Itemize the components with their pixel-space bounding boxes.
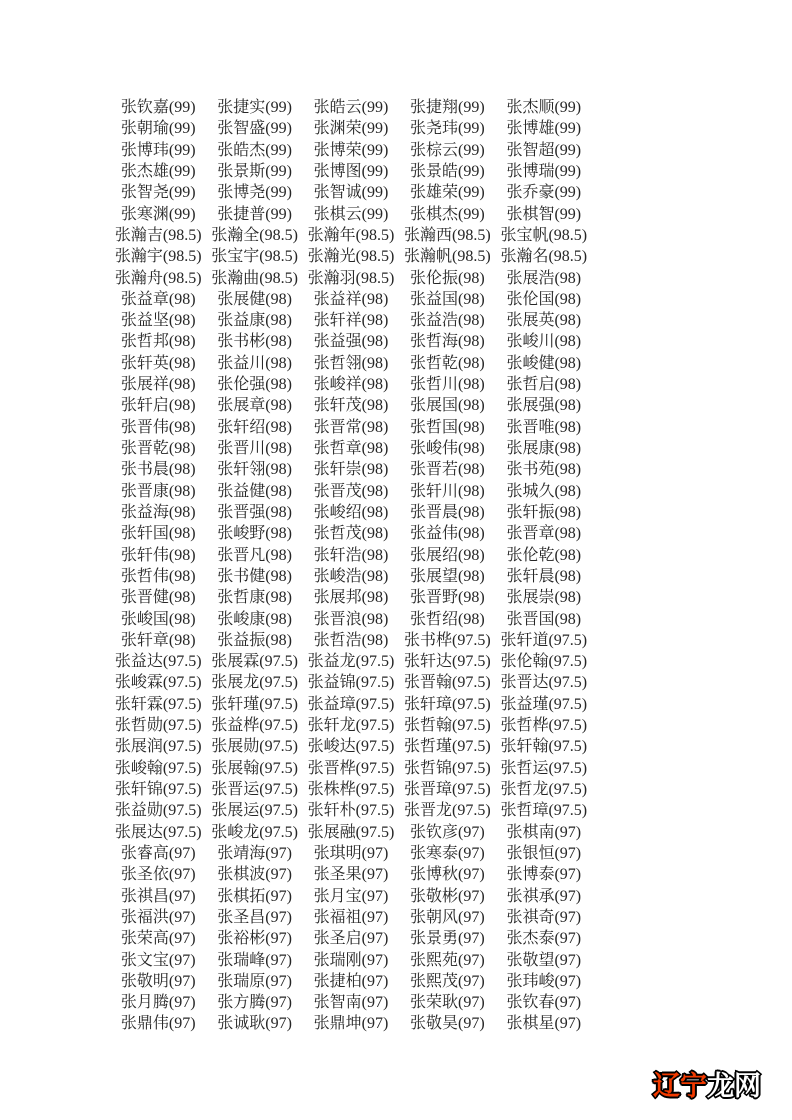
name-entry: 张益海(98) bbox=[120, 503, 196, 521]
name-row bbox=[110, 950, 592, 971]
name-entry: 张益桦(97.5) bbox=[211, 717, 298, 735]
name-entry: 张轩晨(98) bbox=[506, 567, 582, 585]
name-row bbox=[110, 822, 592, 843]
name-entry: 张哲翰(97.5) bbox=[404, 717, 491, 735]
name-entry: 张益强(98) bbox=[313, 333, 389, 351]
name-entry: 张益章(98) bbox=[120, 290, 196, 308]
name-entry: 张朝瑜(99) bbox=[120, 120, 196, 138]
name-entry: 张书苑(98) bbox=[506, 461, 582, 479]
name-entry: 张博尧(99) bbox=[217, 184, 292, 202]
name-entry: 张钦嘉(99) bbox=[120, 99, 196, 116]
name-entry: 张益勋(97.5) bbox=[114, 802, 202, 820]
name-row bbox=[110, 438, 592, 459]
name-row bbox=[110, 736, 592, 757]
name-entry: 张展邦(98) bbox=[313, 589, 389, 607]
name-entry: 张棕云(99) bbox=[410, 141, 485, 159]
name-row bbox=[110, 864, 592, 885]
name-entry: 张益川(98) bbox=[217, 354, 292, 372]
name-entry: 张棋波(97) bbox=[217, 866, 292, 884]
name-row bbox=[110, 225, 592, 246]
name-entry: 张株桦(97.5) bbox=[307, 781, 395, 798]
name-entry: 张书桦(97.5) bbox=[404, 631, 491, 649]
name-entry: 张瀚舟(98.5) bbox=[114, 269, 202, 287]
name-entry: 张峻霖(97.5) bbox=[114, 674, 202, 692]
name-entry: 张渊荣(99) bbox=[313, 120, 389, 138]
name-entry: 张晋浪(98) bbox=[313, 610, 389, 628]
name-entry: 张轩朴(97.5) bbox=[307, 802, 395, 820]
name-entry: 张智超(99) bbox=[506, 141, 582, 159]
name-row bbox=[110, 246, 592, 267]
name-entry: 张益祥(98) bbox=[313, 290, 389, 308]
name-entry: 张博雄(99) bbox=[506, 120, 582, 138]
name-entry: 张瀚吉(98.5) bbox=[114, 226, 202, 244]
name-row bbox=[110, 310, 592, 331]
name-entry: 张展祥(98) bbox=[120, 376, 196, 394]
name-entry: 张圣昌(97) bbox=[217, 908, 292, 926]
name-entry: 张哲茂(98) bbox=[313, 525, 389, 543]
name-entry: 张敬望(97) bbox=[506, 951, 582, 969]
name-entry: 张益坚(98) bbox=[120, 312, 196, 330]
name-entry: 张伦国(98) bbox=[506, 290, 582, 308]
name-entry: 张杰顺(99) bbox=[506, 99, 582, 116]
name-row bbox=[110, 694, 592, 715]
name-row bbox=[110, 779, 592, 800]
name-entry: 张益璋(97.5) bbox=[307, 695, 395, 713]
name-entry: 张晋运(97.5) bbox=[211, 781, 298, 798]
name-entry: 张钦彦(97) bbox=[410, 823, 485, 841]
name-entry: 张哲瑾(97.5) bbox=[404, 738, 491, 756]
name-entry: 张皓杰(99) bbox=[217, 141, 292, 159]
name-entry: 张晋凡(98) bbox=[217, 546, 292, 564]
name-entry: 张祺昌(97) bbox=[120, 887, 196, 905]
name-entry: 张圣依(97) bbox=[120, 866, 196, 884]
name-entry: 张哲启(98) bbox=[506, 376, 582, 394]
name-entry: 张哲绍(98) bbox=[410, 610, 485, 628]
name-entry: 张寒泰(97) bbox=[410, 844, 485, 862]
name-entry: 张晋翰(97.5) bbox=[404, 674, 491, 692]
name-entry: 张福洪(97) bbox=[120, 908, 196, 926]
name-entry: 张智诚(99) bbox=[313, 184, 389, 202]
name-entry: 张轩祥(98) bbox=[313, 312, 389, 330]
name-row bbox=[110, 566, 592, 587]
name-entry: 张瀚帆(98.5) bbox=[404, 248, 491, 266]
name-entry: 张益国(98) bbox=[410, 290, 485, 308]
name-entry: 张轩霖(97.5) bbox=[114, 695, 202, 713]
name-row bbox=[110, 289, 592, 310]
name-row bbox=[110, 928, 592, 949]
name-entry: 张轩英(98) bbox=[120, 354, 196, 372]
name-entry: 张哲章(98) bbox=[313, 440, 389, 457]
name-entry: 张哲运(97.5) bbox=[500, 759, 588, 777]
name-row bbox=[110, 268, 592, 289]
name-row bbox=[110, 907, 592, 928]
watermark-text-red: 辽宁 bbox=[653, 1071, 707, 1101]
name-entry: 张靖海(97) bbox=[217, 844, 292, 862]
name-entry: 张博荣(99) bbox=[313, 141, 389, 159]
name-row bbox=[110, 758, 592, 779]
name-entry: 张熙茂(97) bbox=[410, 972, 485, 990]
name-entry: 张哲桦(97.5) bbox=[500, 717, 588, 735]
name-entry: 张峻龙(97.5) bbox=[211, 823, 298, 841]
name-entry: 张皓云(99) bbox=[313, 99, 389, 116]
name-entry: 张瀚名(98.5) bbox=[500, 248, 588, 266]
name-entry: 张祺奇(97) bbox=[506, 908, 582, 926]
name-entry: 张方腾(97) bbox=[217, 994, 292, 1012]
name-entry: 张书晨(98) bbox=[120, 461, 196, 479]
name-entry: 张瑞原(97) bbox=[217, 972, 292, 990]
name-entry: 张展霖(97.5) bbox=[211, 653, 298, 671]
name-entry: 张寒渊(99) bbox=[120, 205, 196, 223]
name-entry: 张轩浩(98) bbox=[313, 546, 389, 564]
name-entry: 张晋强(98) bbox=[217, 503, 292, 521]
name-entry: 张益达(97.5) bbox=[114, 653, 202, 671]
name-entry: 张伦翰(97.5) bbox=[500, 653, 588, 671]
name-entry: 张朝风(97) bbox=[410, 908, 485, 926]
name-entry: 张棋杰(99) bbox=[410, 205, 485, 223]
name-row bbox=[110, 118, 592, 139]
name-entry: 张晋茂(98) bbox=[313, 482, 389, 500]
name-row bbox=[110, 609, 592, 630]
name-row bbox=[110, 182, 592, 203]
name-row bbox=[110, 161, 592, 182]
name-row bbox=[110, 523, 592, 544]
name-entry: 张展达(97.5) bbox=[114, 823, 202, 841]
name-entry: 张晋达(97.5) bbox=[500, 674, 588, 692]
name-entry: 张益瑾(97.5) bbox=[500, 695, 588, 713]
name-entry: 张益健(98) bbox=[217, 482, 292, 500]
name-entry: 张哲海(98) bbox=[410, 333, 485, 351]
site-watermark-logo bbox=[653, 1071, 761, 1101]
name-entry: 张晋国(98) bbox=[506, 610, 582, 628]
name-entry: 张哲锦(97.5) bbox=[404, 759, 491, 777]
name-entry: 张棋拓(97) bbox=[217, 887, 292, 905]
name-entry: 张荣耿(97) bbox=[410, 994, 485, 1012]
name-row bbox=[110, 395, 592, 416]
name-entry: 张哲康(98) bbox=[217, 589, 292, 607]
name-row bbox=[110, 204, 592, 225]
name-entry: 张诚耿(97) bbox=[217, 1015, 292, 1033]
name-entry: 张展章(98) bbox=[217, 397, 292, 415]
name-entry: 张晋璋(97.5) bbox=[404, 781, 491, 798]
name-row bbox=[110, 502, 592, 523]
name-entry: 张展勋(97.5) bbox=[211, 738, 298, 756]
name-entry: 张展运(97.5) bbox=[211, 802, 298, 820]
name-entry: 张敬明(97) bbox=[120, 972, 196, 990]
name-entry: 张益伟(98) bbox=[410, 525, 485, 543]
name-entry: 张祺承(97) bbox=[506, 887, 582, 905]
name-entry: 张展浩(98) bbox=[506, 269, 582, 287]
name-entry: 张轩翎(98) bbox=[217, 461, 292, 479]
name-entry: 张圣果(97) bbox=[313, 866, 389, 884]
name-entry: 张棋南(97) bbox=[506, 823, 582, 841]
name-entry: 张宝帆(98.5) bbox=[500, 226, 588, 244]
name-entry: 张哲勋(97.5) bbox=[114, 717, 202, 735]
name-entry: 张敬彬(97) bbox=[410, 887, 485, 905]
name-entry: 张哲翎(98) bbox=[313, 354, 389, 372]
name-row bbox=[110, 140, 592, 161]
name-entry: 张展健(98) bbox=[217, 290, 292, 308]
name-entry: 张益康(98) bbox=[217, 312, 292, 330]
name-entry: 张荣高(97) bbox=[120, 930, 196, 948]
name-entry: 张轩璋(97.5) bbox=[404, 695, 491, 713]
name-entry: 张晋章(98) bbox=[506, 525, 582, 543]
name-entry: 张展崇(98) bbox=[506, 589, 582, 607]
name-entry: 张哲川(98) bbox=[410, 376, 485, 394]
name-entry: 张文宝(97) bbox=[120, 951, 196, 969]
name-entry: 张博图(99) bbox=[313, 162, 389, 180]
name-entry: 张雄荣(99) bbox=[410, 184, 485, 202]
name-entry: 张银恒(97) bbox=[506, 844, 582, 862]
name-entry: 张晋健(98) bbox=[120, 589, 196, 607]
name-entry: 张智南(97) bbox=[313, 994, 389, 1012]
name-entry: 张峻康(98) bbox=[217, 610, 292, 628]
watermark-text-white: 龙网 bbox=[707, 1071, 761, 1101]
name-entry: 张展翰(97.5) bbox=[211, 759, 298, 777]
name-entry: 张峻祥(98) bbox=[313, 376, 389, 394]
name-row bbox=[110, 417, 592, 438]
name-entry: 张峻伟(98) bbox=[410, 440, 485, 457]
name-entry: 张敬昊(97) bbox=[410, 1015, 485, 1033]
name-entry: 张轩崇(98) bbox=[313, 461, 389, 479]
name-entry: 张晋康(98) bbox=[120, 482, 196, 500]
name-row bbox=[110, 459, 592, 480]
name-entry: 张棋星(97) bbox=[506, 1015, 582, 1033]
name-entry: 张哲龙(97.5) bbox=[500, 781, 588, 798]
name-entry: 张书彬(98) bbox=[217, 333, 292, 351]
name-entry: 张轩启(98) bbox=[120, 397, 196, 415]
name-entry: 张瑞刚(97) bbox=[313, 951, 389, 969]
name-entry: 张乔豪(99) bbox=[506, 184, 582, 202]
name-row bbox=[110, 651, 592, 672]
name-entry: 张益浩(98) bbox=[410, 312, 485, 330]
name-entry: 张书健(98) bbox=[217, 567, 292, 585]
name-entry: 张伦强(98) bbox=[217, 376, 292, 394]
name-entry: 张瀚全(98.5) bbox=[211, 226, 298, 244]
name-entry: 张展融(97.5) bbox=[307, 823, 395, 841]
name-entry: 张景勇(97) bbox=[410, 930, 485, 948]
name-entry: 张轩伟(98) bbox=[120, 546, 196, 564]
name-entry: 张瑞峰(97) bbox=[217, 951, 292, 969]
name-entry: 张哲伟(98) bbox=[120, 567, 196, 585]
name-entry: 张棋智(99) bbox=[506, 205, 582, 223]
name-row bbox=[110, 672, 592, 693]
name-entry: 张月宝(97) bbox=[313, 887, 389, 905]
name-entry: 张瀚光(98.5) bbox=[307, 248, 395, 266]
name-row bbox=[110, 353, 592, 374]
name-entry: 张展康(98) bbox=[506, 440, 582, 457]
name-entry: 张琪明(97) bbox=[313, 844, 389, 862]
name-entry: 张瀚曲(98.5) bbox=[211, 269, 298, 287]
name-entry: 张景斯(99) bbox=[217, 162, 292, 180]
name-entry: 张峻国(98) bbox=[120, 610, 196, 628]
name-entry: 张晋伟(98) bbox=[120, 418, 196, 436]
name-entry: 张展润(97.5) bbox=[114, 738, 202, 756]
name-row bbox=[110, 886, 592, 907]
name-row bbox=[110, 587, 592, 608]
name-entry: 张晋常(98) bbox=[313, 418, 389, 436]
name-row bbox=[110, 992, 592, 1013]
name-entry: 张展强(98) bbox=[506, 397, 582, 415]
name-entry: 张尧玮(99) bbox=[410, 120, 485, 138]
name-row bbox=[110, 97, 592, 118]
name-row bbox=[110, 715, 592, 736]
name-entry: 张晋野(98) bbox=[410, 589, 485, 607]
name-entry: 张晋川(98) bbox=[217, 440, 292, 457]
name-entry: 张杰泰(97) bbox=[506, 930, 582, 948]
name-entry: 张峻野(98) bbox=[217, 525, 292, 543]
name-entry: 张钦春(97) bbox=[506, 994, 582, 1012]
name-entry: 张展龙(97.5) bbox=[211, 674, 298, 692]
name-entry: 张哲璋(97.5) bbox=[500, 802, 588, 820]
name-entry: 张峻川(98) bbox=[506, 333, 582, 351]
name-entry: 张捷实(99) bbox=[217, 99, 292, 116]
name-entry: 张峻浩(98) bbox=[313, 567, 389, 585]
name-entry: 张伦振(98) bbox=[410, 269, 485, 287]
name-entry: 张博瑞(99) bbox=[506, 162, 582, 180]
name-entry: 张展英(98) bbox=[506, 312, 582, 330]
name-entry: 张睿高(97) bbox=[120, 844, 196, 862]
name-row bbox=[110, 800, 592, 821]
name-entry: 张轩道(97.5) bbox=[500, 631, 588, 649]
name-entry: 张圣启(97) bbox=[313, 930, 389, 948]
name-entry: 张轩瑾(97.5) bbox=[211, 695, 298, 713]
name-entry: 张瀚西(98.5) bbox=[404, 226, 491, 244]
name-entry: 张轩锦(97.5) bbox=[114, 781, 202, 798]
name-row bbox=[110, 545, 592, 566]
name-entry: 张裕彬(97) bbox=[217, 930, 292, 948]
name-entry: 张轩茂(98) bbox=[313, 397, 389, 415]
name-entry: 张棋云(99) bbox=[313, 205, 389, 223]
name-entry: 张福祖(97) bbox=[313, 908, 389, 926]
name-entry: 张展绍(98) bbox=[410, 546, 485, 564]
name-entry: 张熙苑(97) bbox=[410, 951, 485, 969]
name-row bbox=[110, 374, 592, 395]
name-entry: 张哲浩(98) bbox=[313, 631, 389, 649]
name-row bbox=[110, 1013, 592, 1034]
name-entry: 张哲乾(98) bbox=[410, 354, 485, 372]
name-entry: 张瀚宇(98.5) bbox=[114, 248, 202, 266]
name-entry: 张博秋(97) bbox=[410, 866, 485, 884]
name-entry: 张晋桦(97.5) bbox=[307, 759, 395, 777]
name-entry: 张捷柏(97) bbox=[313, 972, 389, 990]
name-entry: 张轩振(98) bbox=[506, 503, 582, 521]
name-entry: 张益振(98) bbox=[217, 631, 292, 649]
name-entry: 张智尧(99) bbox=[120, 184, 196, 202]
name-list bbox=[110, 97, 592, 1035]
name-entry: 张瀚羽(98.5) bbox=[307, 269, 395, 287]
name-entry: 张益龙(97.5) bbox=[307, 653, 395, 671]
name-entry: 张峻健(98) bbox=[506, 354, 582, 372]
name-entry: 张展国(98) bbox=[410, 397, 485, 415]
name-row bbox=[110, 481, 592, 502]
name-entry: 张轩龙(97.5) bbox=[307, 717, 395, 735]
name-entry: 张鼎坤(97) bbox=[313, 1015, 389, 1033]
name-entry: 张晋唯(98) bbox=[506, 418, 582, 436]
name-entry: 张晋乾(98) bbox=[120, 440, 196, 457]
name-entry: 张捷翔(99) bbox=[410, 99, 485, 116]
name-entry: 张博泰(97) bbox=[506, 866, 582, 884]
name-entry: 张轩达(97.5) bbox=[404, 653, 491, 671]
name-entry: 张鼎伟(97) bbox=[120, 1015, 196, 1033]
name-entry: 张博玮(99) bbox=[120, 141, 196, 159]
name-entry: 张轩绍(98) bbox=[217, 418, 292, 436]
name-entry: 张哲国(98) bbox=[410, 418, 485, 436]
name-row bbox=[110, 843, 592, 864]
name-entry: 张智盛(99) bbox=[217, 120, 292, 138]
name-row bbox=[110, 630, 592, 651]
name-entry: 张宝宇(98.5) bbox=[211, 248, 298, 266]
name-entry: 张轩国(98) bbox=[120, 525, 196, 543]
name-entry: 张轩川(98) bbox=[410, 482, 485, 500]
name-entry: 张月腾(97) bbox=[120, 994, 196, 1012]
name-entry: 张益锦(97.5) bbox=[307, 674, 395, 692]
name-entry: 张捷普(99) bbox=[217, 205, 292, 223]
name-entry: 张伦乾(98) bbox=[506, 546, 582, 564]
name-row bbox=[110, 971, 592, 992]
name-entry: 张晋若(98) bbox=[410, 461, 485, 479]
name-entry: 张晋龙(97.5) bbox=[404, 802, 491, 820]
name-entry: 张峻绍(98) bbox=[313, 503, 389, 521]
name-entry: 张玮峻(97) bbox=[506, 972, 582, 990]
name-entry: 张哲邦(98) bbox=[120, 333, 196, 351]
name-entry: 张展望(98) bbox=[410, 567, 485, 585]
name-entry: 张轩章(98) bbox=[120, 631, 196, 649]
name-entry: 张瀚年(98.5) bbox=[307, 226, 395, 244]
name-entry: 张晋晨(98) bbox=[410, 503, 485, 521]
name-entry: 张城久(98) bbox=[506, 482, 582, 500]
name-row bbox=[110, 331, 592, 352]
name-entry: 张轩翰(97.5) bbox=[500, 738, 588, 756]
name-entry: 张杰雄(99) bbox=[120, 162, 196, 180]
name-entry: 张峻达(97.5) bbox=[307, 738, 395, 756]
name-entry: 张峻翰(97.5) bbox=[114, 759, 202, 777]
name-entry: 张景皓(99) bbox=[410, 162, 485, 180]
